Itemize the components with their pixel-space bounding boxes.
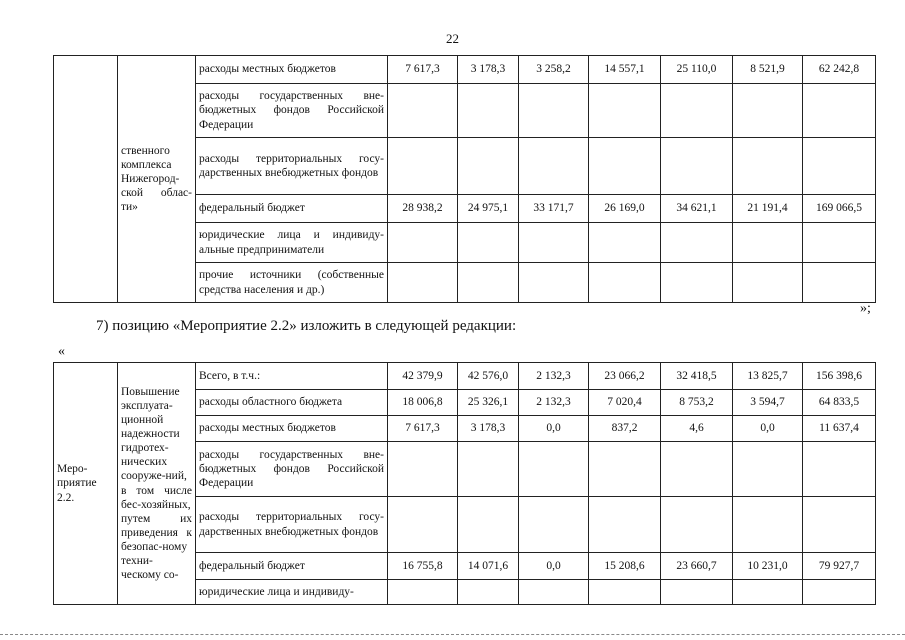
measure-label: Меро-приятие 2.2. <box>54 363 118 605</box>
row-label: юридические лица и индивиду-альные предприниматели <box>196 223 388 263</box>
row-label: федеральный бюджет <box>196 553 388 580</box>
row-label: расходы местных бюджетов <box>196 416 388 442</box>
closing-quote: »; <box>860 301 871 316</box>
row-label: Всего, в т.ч.: <box>196 363 388 390</box>
value-cell <box>458 497 519 553</box>
value-cell <box>388 497 458 553</box>
value-cell: 15 208,6 <box>589 553 661 580</box>
row-label: расходы территориальных госу-дарственных внебюджетных фондов <box>196 138 388 195</box>
value-cell <box>388 138 458 195</box>
value-cell: 2 132,3 <box>519 390 589 416</box>
value-cell <box>733 223 803 263</box>
table-row <box>54 363 876 390</box>
value-cell <box>803 138 876 195</box>
value-cell <box>589 442 661 497</box>
budget-table-continued <box>53 55 876 303</box>
value-cell: 24 975,1 <box>458 195 519 223</box>
value-cell <box>733 442 803 497</box>
value-cell <box>458 580 519 605</box>
row-label: расходы территориальных госу-дарственных внебюджетных фондов <box>196 497 388 553</box>
row-label: прочие источники (собственные средства населения и др.) <box>196 263 388 303</box>
value-cell <box>589 580 661 605</box>
value-cell: 42 379,9 <box>388 363 458 390</box>
value-cell <box>589 138 661 195</box>
section-heading: 7) позицию «Мероприятие 2.2» изложить в следующей редакции: <box>96 318 517 334</box>
value-cell <box>519 580 589 605</box>
value-cell <box>661 442 733 497</box>
value-cell <box>519 263 589 303</box>
value-cell: 7 617,3 <box>388 56 458 84</box>
value-cell <box>803 497 876 553</box>
value-cell: 33 171,7 <box>519 195 589 223</box>
value-cell <box>458 138 519 195</box>
value-cell: 0,0 <box>733 416 803 442</box>
value-cell <box>589 84 661 138</box>
value-cell <box>733 497 803 553</box>
value-cell: 42 576,0 <box>458 363 519 390</box>
value-cell: 3 594,7 <box>733 390 803 416</box>
row-label: расходы местных бюджетов <box>196 56 388 84</box>
row-label: расходы государственных вне-бюджетных фондов Российской Федерации <box>196 442 388 497</box>
value-cell <box>519 138 589 195</box>
value-cell <box>458 263 519 303</box>
value-cell <box>733 84 803 138</box>
value-cell <box>661 84 733 138</box>
opening-quote: « <box>58 344 65 359</box>
value-cell: 32 418,5 <box>661 363 733 390</box>
value-cell <box>803 580 876 605</box>
value-cell: 21 191,4 <box>733 195 803 223</box>
value-cell <box>519 223 589 263</box>
value-cell <box>388 263 458 303</box>
value-cell <box>519 497 589 553</box>
value-cell: 11 637,4 <box>803 416 876 442</box>
value-cell: 62 242,8 <box>803 56 876 84</box>
value-cell: 4,6 <box>661 416 733 442</box>
value-cell: 16 755,8 <box>388 553 458 580</box>
page-number: 22 <box>446 31 459 46</box>
value-cell: 14 557,1 <box>589 56 661 84</box>
value-cell <box>519 442 589 497</box>
value-cell <box>589 263 661 303</box>
value-cell: 34 621,1 <box>661 195 733 223</box>
value-cell: 18 006,8 <box>388 390 458 416</box>
value-cell: 25 326,1 <box>458 390 519 416</box>
row-label: расходы государственных вне-бюджетных фондов Российской Федерации <box>196 84 388 138</box>
value-cell: 8 521,9 <box>733 56 803 84</box>
value-cell <box>661 263 733 303</box>
value-cell: 23 066,2 <box>589 363 661 390</box>
value-cell: 23 660,7 <box>661 553 733 580</box>
value-cell <box>803 442 876 497</box>
value-cell: 7 617,3 <box>388 416 458 442</box>
measure-description: Повышение эксплуата-ционной надежности гидротех-нических сооруже-ний, в том числе бес-хозяйных, путем их приведения к безопас-ному техни-ческому со- <box>118 363 196 605</box>
value-cell: 8 753,2 <box>661 390 733 416</box>
value-cell <box>458 442 519 497</box>
value-cell: 3 258,2 <box>519 56 589 84</box>
value-cell <box>388 580 458 605</box>
value-cell <box>661 580 733 605</box>
value-cell: 156 398,6 <box>803 363 876 390</box>
value-cell: 0,0 <box>519 553 589 580</box>
value-cell <box>388 223 458 263</box>
value-cell: 13 825,7 <box>733 363 803 390</box>
value-cell: 837,2 <box>589 416 661 442</box>
row-label: расходы областного бюджета <box>196 390 388 416</box>
value-cell: 28 938,2 <box>388 195 458 223</box>
value-cell <box>803 84 876 138</box>
row-label: федеральный бюджет <box>196 195 388 223</box>
page-bottom-edge <box>0 634 905 635</box>
value-cell: 3 178,3 <box>458 56 519 84</box>
value-cell: 25 110,0 <box>661 56 733 84</box>
value-cell <box>519 84 589 138</box>
value-cell <box>388 84 458 138</box>
value-cell <box>733 263 803 303</box>
value-cell: 79 927,7 <box>803 553 876 580</box>
value-cell <box>661 138 733 195</box>
value-cell <box>589 223 661 263</box>
value-cell: 64 833,5 <box>803 390 876 416</box>
value-cell <box>388 442 458 497</box>
value-cell <box>589 497 661 553</box>
value-cell <box>661 497 733 553</box>
table-row <box>54 56 876 84</box>
value-cell: 0,0 <box>519 416 589 442</box>
value-cell: 14 071,6 <box>458 553 519 580</box>
value-cell: 7 020,4 <box>589 390 661 416</box>
value-cell <box>661 223 733 263</box>
value-cell <box>803 263 876 303</box>
value-cell: 169 066,5 <box>803 195 876 223</box>
empty-cell <box>54 56 118 303</box>
row-label: юридические лица и индивиду- <box>196 580 388 605</box>
measure-2-2-table <box>53 362 876 605</box>
program-name-continuation: ственного комплекса Нижегород-ской облас-ти» <box>118 56 196 303</box>
value-cell: 2 132,3 <box>519 363 589 390</box>
value-cell: 3 178,3 <box>458 416 519 442</box>
value-cell: 26 169,0 <box>589 195 661 223</box>
value-cell <box>733 580 803 605</box>
value-cell: 10 231,0 <box>733 553 803 580</box>
value-cell <box>733 138 803 195</box>
value-cell <box>458 223 519 263</box>
value-cell <box>803 223 876 263</box>
value-cell <box>458 84 519 138</box>
